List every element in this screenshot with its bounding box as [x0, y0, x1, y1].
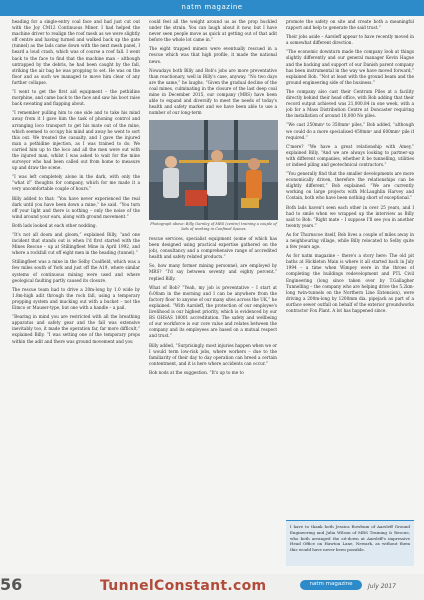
- paragraph: “Bearing in mind you are restricted with all the breathing apparatus and safety gear and the fall was extensive inevitably too, it made the operation far, far more difficult,” explained Billy. “I was setting one of the temporary props within the adit and there was ground movement and you: [12, 314, 140, 344]
- page-number: 56: [0, 575, 23, 594]
- paragraph: What of Bob? “Yeah, my job is preventative – I start at 6:00am in the morning and I can be anywhere from the factory floor to anyone of our many sites across the UK,” he explained. “With Aarsleff, the protection of our employee's livelihood is our highest priority, which is evidenced by our BS OHSAS 18001 accreditation. The safety and wellbeing of our workforce is our core value and relates between the company and its employees are based on a mutual respect and trust.”: [149, 284, 277, 339]
- header-band: [0, 0, 424, 16]
- magazine-header-label: natm magazine: [181, 3, 243, 11]
- acknowledgement-text: I have to thank both Jessica Rowbum of Aarsleff Ground Engineering and Julia Wilson of MRS Training & Rescue, who both arranged the sit-down at Aarsleff's impressive Head Office on Hawton Lane, Newark, as without them this would have never been possible.: [290, 524, 410, 553]
- paragraph: The eight trapped miners were eventually rescued in a rescue which was that high profile, it made the national news.: [149, 46, 277, 64]
- paragraph: Billy added, “Surprisingly, most injuries happen when we or I would term low-risk jobs, where workers – due to the familiarity of their day to day operation can breed a certain contentment, and it is here where accidents can occur.”: [149, 342, 277, 366]
- footer-magazine-label: natm magazine: [309, 581, 353, 587]
- paragraph: “I remember pulling him to one side and to take his mind away from it I gave him the task of phoning control and arranging loco transport to get his mate out of the mine, which seemed to occupy his mind and away he went to sort this out. We treated the casualty, and I gave the injured man a pethidine injection, as I was trained to do. We carried him up to the loco and all the men were out with the injured man, whilst I was asked to wait for the mine surveyor who had been called out from home to measure up and draw the scene.: [12, 110, 140, 171]
- paragraph: So, how many former mining personnel, are employed by MRS? “I'd say between seventy and eighty percent,” replied Billy.: [149, 263, 277, 281]
- acknowledgement-box: [286, 520, 414, 566]
- person-left: [163, 156, 179, 198]
- person-right: [246, 158, 262, 200]
- article-column-2-lower: [149, 236, 277, 536]
- paragraph: Their jobs aside – Aarsleff appear to have recently moved in a somewhat different direction.: [286, 34, 414, 46]
- paragraph: Both lads looked at each other nodding.: [12, 222, 97, 228]
- article-photo: [149, 120, 278, 220]
- photo-illustration: [149, 120, 278, 220]
- paragraph: Nowadays both Billy and Bob's jobs are more preventative than reactionary, well in Billy's case, anyway. “No two days are the same,” he laughs. “Given the gradual decline of the coal mines, culminating in the closure of the last deep coal mine in December 2015, our company (MRS) have been able to expand and diversify to meet the needs of today's health and safety market and we have been able to use a number of our long-term: [149, 67, 277, 116]
- footer-band: [0, 574, 424, 600]
- paragraph: Stillingfleet was a mine in the Selby Coalfield, which was a few miles south of York and just off the A19, where similar systems of continuous mining were used and where geological faulting partly caused its closure.: [12, 259, 140, 283]
- paragraph: rescue services, specialist equipment (some of which has been designed using practical expertise gathered on the job), consultancy and a comprehensive range of accredited health and safety related products.”: [149, 236, 277, 260]
- paragraph: As for Thurnscoe itself, Bob lives a couple of miles away in a neighbouring village, while Billy relocated to Selby quite a few years ago.: [286, 231, 414, 250]
- paragraph: The company also cast their Centrum Piles at a facility directly behind their head office, with Bob adding that their record output achieved was 21,000.84 in one week, with a job for a Mass Distribution Centre at Doncaster requiring the installation of around 10,000 No piles.: [286, 88, 414, 119]
- paragraph: “You generally find that the smaller developments are more economically driven, therefore the relationships can be slightly different,” Bob explained. “We are currently working on large projects with McLaughlin Harvey and Costain, both who have been nothing short of exceptional.”: [286, 171, 414, 201]
- paragraph: “I was left completely alone in the dark, with only the “what if” thoughts for company, which for me made it a very uncomfortable couple of hours.”: [12, 174, 140, 192]
- paragraph: Billy added to that: “You have never experienced the real dark until you have been down a mine,” he said. “You turn off your light and there is nothing – only the noise of the wind around your ears, along with ground movement.”: [12, 195, 140, 219]
- paragraph: could feel all the weight around us as the prop buckled under the strain. You can laugh about it now, but I have never seen people move as quick at getting out of that adit before the whole lot came in.”: [149, 19, 277, 43]
- paragraph: The rescue team had to drive a 20m-long by 1.0 wide by 1.8m-high adit through the rock fall, using a temporary propping system and mucking out with a bucket – not the Eimco or Mauser-type, but one with a handle – a pail.: [12, 286, 140, 311]
- paragraph: C'mere? “We have a great relationship with Amey,” explained Billy, “And we are always looking to partner-up with different companies, whether it be tunnelling, utilities or indeed piling and geotechnical contractors.”: [286, 143, 414, 167]
- paragraph: Both lads haven't seen each other in over 25 years, and I had to smile when we wrapped up the interview as Billy said to Bob: “Right mate – I suppose I'll see you in another twenty years.”: [286, 204, 414, 228]
- article-column-3: [286, 19, 414, 517]
- article-column-2-upper: [149, 19, 277, 119]
- paragraph: heading for a single-entry coal face and had just cut out with the Joy CM12 Continuous Miner. I had helped the machine driver to realign the roof mesh as we were slightly off centre and having turned and walked back up the gate (tunnel) as the lads came down with the next mesh panel, I heard a loud crash, which was of course a roof fall. I went back to the face to find that the machine man – although untrapped by the debris, he had been caught by the fall, striking the air bag he was propping to set. He was on the floor and as such we managed to move him clear of any further collapse.: [12, 19, 140, 85]
- footer-date: July 2017: [368, 583, 396, 590]
- article-column-1: [12, 19, 140, 539]
- paragraph: promote the safety on site and create both a meaningful rapport and help to generate the said trust.”: [286, 19, 414, 31]
- watermark-text: TunnelConstant.com: [100, 578, 267, 594]
- photo-caption: Photograph above: Billy Gurnley of MRS (centre) training a couple of lads of working in Confined Spaces: [150, 222, 277, 231]
- paragraph: As for natm magazine – there's a story here: The old pit baths at Hickleton Main is where it all started back in July 1994 – a time when Wimpey were in the throes of completing the buildings redevelopment and PTL Civil Engineering (long since taken over by T.Gallagher Tunnelling – the company who are helping drive the 5.2km-long twin-tunnels on the Northern Line Extension), were driving a 200m-long by 1200mm dia. pipejack as part of a surface sewer outfall on behalf of the exterior groundworks contractor Fox Plant. A lot has happened since.: [286, 253, 414, 314]
- footer-magazine-pill: [300, 580, 362, 590]
- paragraph: “The economic downturn made the company look at things slightly differently and our general manager Kevin Hague and the backing and support of our Danish parent company has been instrumental in the way we have moved forward,” explained Bob. “Not at least with the ground beam and the ground engineering side of the business.”: [286, 49, 414, 85]
- paragraph: Bob nods at the suggestion. “It's up to me to: [149, 369, 244, 375]
- paragraph: “I went to get the first aid equipment – the pethidine morphine, and came back to the face and saw his boot raise back sweating and flapping about.: [12, 89, 140, 107]
- paragraph: “It's not all doom and gloom,” explained Billy, “and one incident that stands out is when I'd first started with the Mines Rescue – up at Stillingfleet Mine in April 1992, and where a rockfall cut off eight men in the heading (tunnel).”: [12, 232, 140, 256]
- paragraph: “We cast 250mm² to 350mm² piles,” Bob added, “although we could do a more specialised 450mm² and 600mm² pile if required.”: [286, 122, 414, 140]
